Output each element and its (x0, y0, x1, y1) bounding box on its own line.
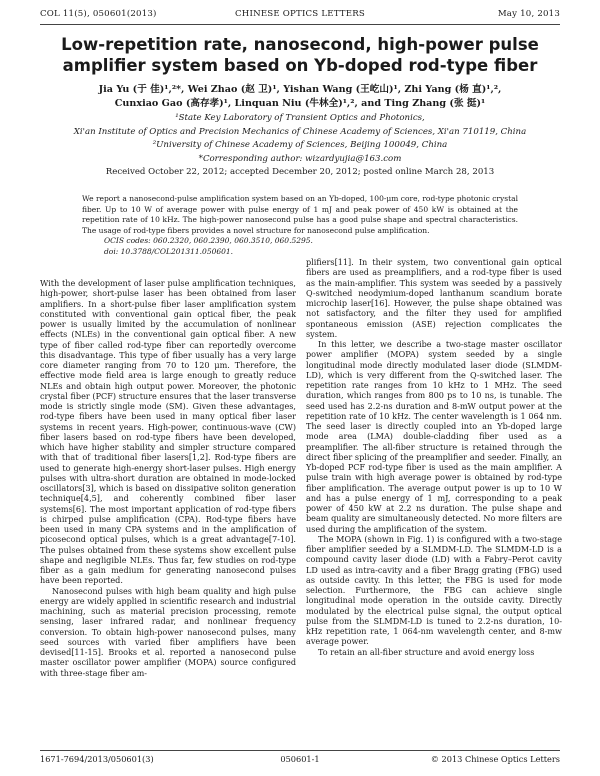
author-list (40, 83, 560, 111)
journal-name: CHINESE OPTICS LETTERS (235, 9, 365, 19)
paragraph: Nanosecond pulses with high beam quality and high pulse energy are widely applied in scientific research and industrial machining, such as material precision processing, remote sensing, laser infrared radar, and nonlinear frequency conversion. To obtain high-power nanosecond pulses, many seed sources with varied fiber amplifiers have been devised[11-15]. Brooks et al. reported a nanosecond pulse master oscillator power amplifier (MOPA) source configured with three-stage fiber am- (40, 585, 296, 678)
affiliation-2: ²University of Chinese Academy of Sciences, Beijing 100049, China (152, 140, 448, 150)
journal-reference: COL 11(5), 050601(2013) (40, 9, 157, 19)
ocis-codes: OCIS codes: 060.2320, 060.2390, 060.3510, 060.5295. (104, 236, 313, 246)
copyright: © 2013 Chinese Optics Letters (430, 754, 560, 764)
body-column-right (306, 257, 562, 657)
paragraph: With the development of laser pulse amplification techniques, high-power, short-pulse laser has been obtained from laser amplifiers. In a short-pulse fiber laser amplification system constituted with conventional gain optical fiber, the peak power is usually limited by the accumulation of nonlinear effects (NLEs) in the conventional gain optical fiber. A new type of fiber called rod-type fiber can reportedly overcome this disadvantage. This type of fiber usually has a very large core diameter ranging from 70 to 120 μm. Therefore, the effective mode field area is large enough to greatly reduce NLEs and obtain high output power. Moreover, the photonic crystal fiber (PCF) structure ensures that the laser transverse mode is strictly single mode (SM). Given these advantages, rod-type fibers have been used in many optical fiber laser systems in recent years. High-power, continuous-wave (CW) fiber lasers based on rod-type fibers have been developed, which have higher stability and simpler structure compared with that of traditional fiber lasers[1,2]. Rod-type fibers are used to generate high-energy short-laser pulses. High energy pulses with ultra-short duration are obtained in mode-locked oscillators[3], which is based on dissipative soliton generation technique[4,5], and coherently combined fiber laser systems[6]. The most important application of rod-type fibers is chirped pulse amplification (CPA). Rod-type fibers have been used in many CPA systems and in the amplification of picosecond optical pulses, which is a great advantage[7-10]. The pulses obtained from these systems show excellent pulse shape and negligible NLEs. Thus far, few studies on rod-type fiber as a gain medium for generating nanosecond pulses have been reported. (40, 278, 296, 586)
abstract-text: We report a nanosecond-pulse amplification system based on an Yb-doped, 100-μm core, rod-type photonic crystal fiber. Up to 10 W of average power with pulse energy of 1 mJ and peak power of 450 kW is obtained at the repetition rate of 10 kHz. The high-power nanosecond pulse has a good pulse shape and spectral characteristics. The usage of rod-type fibers provides a novel structure for nanosecond pulse amplification. (82, 194, 518, 235)
issue-date: May 10, 2013 (497, 9, 560, 19)
doi: doi: 10.3788/COL201311.050601. (104, 246, 234, 256)
paragraph: The MOPA (shown in Fig. 1) is configured with a two-stage fiber amplifier seeded by a SLMDM-LD. The SLMDM-LD is a compound cavity laser diode (LD) with a Fabry–Perot cavity LD used as intra-cavity and a fiber Bragg grating (FBG) used as outside cavity. In this letter, the FBG is used for mode selection. Furthermore, the FBG can achieve single longitudinal mode operation in the outside cavity. Directly modulated by the electrical pulse signal, the output optical pulse from the SLMDM-LD is tuned to 2.2-ns duration, 10-kHz repetition rate, 1 064-nm wavelength center, and 8-mw average power. (306, 533, 562, 647)
page-footer (40, 754, 560, 766)
running-header (40, 9, 560, 23)
author-line-1: Jia Yu (于 佳)¹,²*, Wei Zhao (赵 卫)¹, Yishan Wang (王屹山)¹, Zhi Yang (杨 直)¹,², (98, 84, 502, 95)
received-dates: Received October 22, 2012; accepted December 20, 2012; posted online March 28, 2013 (105, 167, 495, 177)
affiliation-1-address: Xi'an Institute of Optics and Precision Mechanics of Chinese Academy of Sciences, Xi'an 710119, China (73, 126, 527, 137)
paper-title: Low-repetition rate, nanosecond, high-power pulse amplifier system based on Yb-doped rod-type fiber (61, 35, 539, 75)
paragraph: To retain an all-fiber structure and avoid energy loss (318, 646, 535, 657)
paragraph: In this letter, we describe a two-stage master oscillator power amplifier (MOPA) system seeded by a single longitudinal mode directly modulated laser diode (SLMDM-LD), which is very different from the Q-switched laser. The repetition rate ranges from 10 kHz to 1 MHz. The seed duration, which ranges from 800 ps to 10 ns, is tunable. The seed used has 2.2-ns duration and 8-mW output power at the repetition rate of 10 kHz. The center wavelength is 1 064 nm. The seed laser is directly coupled into an Yb-doped large mode area (LMA) double-cladding fiber used as a preamplifier. The all-fiber structure is retained through the direct fiber splicing of the preamplifier and seeder. Finally, an Yb-doped PCF rod-type fiber is used as the main amplifier. A pulse train with high average power is obtained by rod-type fiber amplification. The average output power is up to 10 W and has a pulse energy of 1 mJ, corresponding to a peak power of 450 kW at 2.2 ns duration. The pulse shape and beam quality are simultaneously detected. No more filters are used during the amplification of the system. (306, 339, 562, 534)
page-number: 050601-1 (280, 754, 320, 764)
affiliations (40, 112, 560, 180)
abstract (82, 194, 518, 258)
paragraph: plifiers[11]. In their system, two conventional gain optical fibers are used as preamplifiers, and a rod-type fiber is used as the main-amplifier. This system was seeded by a passively Q-switched neodymium-doped lanthanum scandium borate microchip laser[16]. However, the pulse shape obtained was not satisfactory, and the filter they used for amplified spontaneous emission (ASE) rejection complicates the system. (306, 257, 562, 339)
footer-rule (40, 750, 560, 751)
issn: 1671-7694/2013/050601(3) (40, 754, 154, 764)
author-line-2: Cunxiao Gao (高存孝)¹, Linquan Niu (牛林全)¹,², and Ting Zhang (张 挺)¹ (114, 98, 486, 109)
affiliation-1: ¹State Key Laboratory of Transient Optics and Photonics, (175, 113, 425, 123)
corresponding-author: *Corresponding author: wizardyujia@163.com (198, 153, 402, 164)
header-rule (40, 24, 560, 25)
body-column-left (40, 278, 296, 678)
